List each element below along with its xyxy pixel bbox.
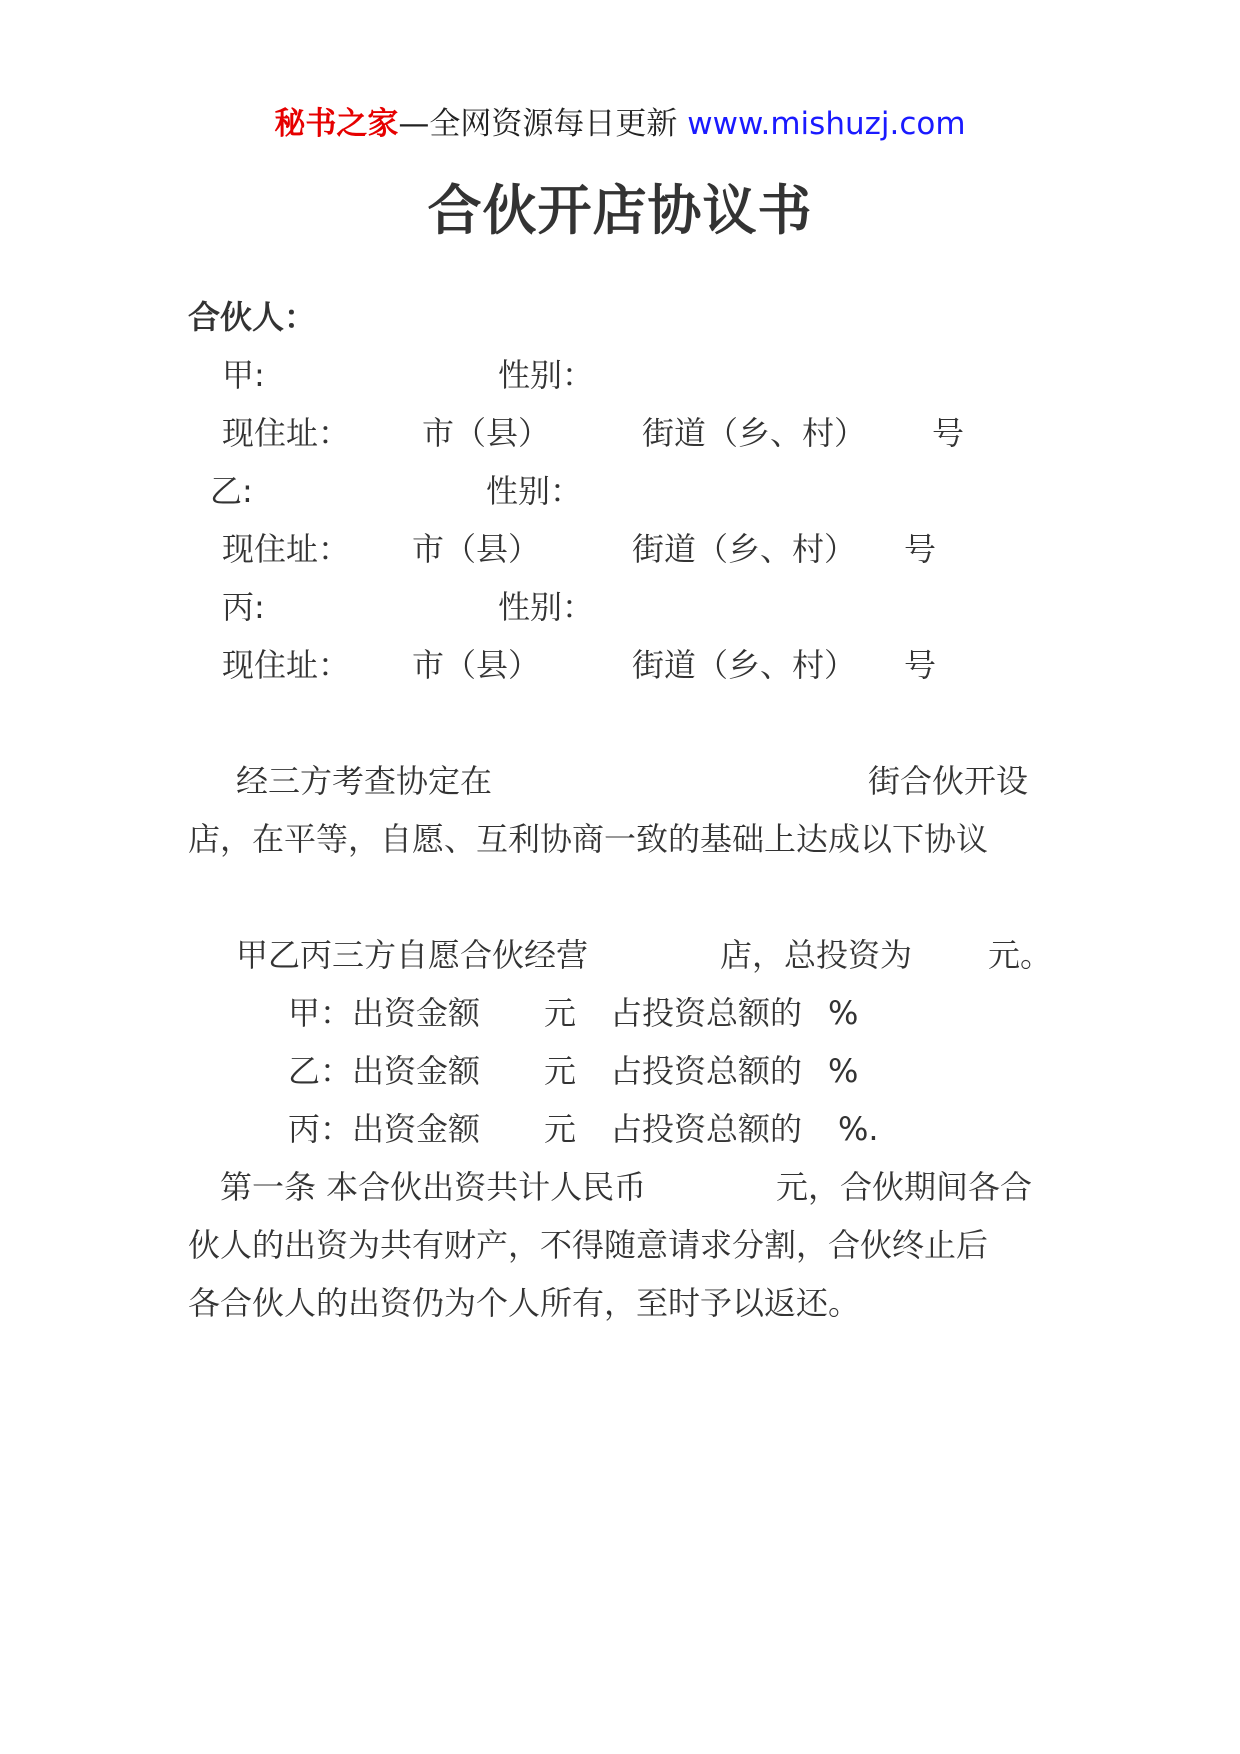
partner-jia-gender: 性别：	[498, 356, 595, 394]
partner-jia-city: 市（县）	[422, 414, 551, 452]
partner-yi-city: 市（县）	[412, 530, 541, 568]
article1-line2: 伙人的出资为共有财产，不得随意请求分割，合伙终止后	[188, 1226, 989, 1264]
investment-line-middle: 店，总投资为	[720, 936, 913, 974]
intro-line1-end: 街合伙开设	[868, 762, 1029, 800]
partner-jia-address-label: 现住址：	[222, 414, 351, 452]
contrib-bing-percent: %.	[838, 1110, 879, 1148]
article1-line1-end: 元，合伙期间各合	[776, 1168, 1033, 1206]
investment-line-start: 甲乙丙三方自愿合伙经营	[236, 936, 589, 974]
partner-yi-label: 乙:	[210, 472, 253, 510]
partners-heading: 合伙人：	[188, 298, 317, 336]
contrib-yi-share: 占投资总额的	[610, 1052, 803, 1090]
partner-yi-street: 街道（乡、村）	[632, 530, 857, 568]
intro-line2: 店，在平等，自愿、互利协商一致的基础上达成以下协议	[188, 820, 989, 858]
article1-line1-start: 第一条 本合伙出资共计人民币	[220, 1168, 647, 1206]
partner-jia-number: 号	[932, 414, 965, 452]
contrib-jia-share: 占投资总额的	[610, 994, 803, 1032]
contrib-jia-percent: %	[828, 994, 859, 1032]
site-header	[0, 100, 1240, 148]
partner-yi-gender: 性别：	[486, 472, 583, 510]
brand-name: 秘书之家	[274, 106, 399, 142]
contrib-yi-yuan: 元	[544, 1052, 577, 1090]
contrib-jia-label: 甲：出资金额	[288, 994, 481, 1032]
partner-bing-gender: 性别：	[498, 588, 595, 626]
contrib-jia-yuan: 元	[544, 994, 577, 1032]
site-url[interactable]: www.mishuzj.com	[687, 106, 966, 142]
partner-bing-label: 丙:	[222, 588, 265, 626]
partner-bing-city: 市（县）	[412, 646, 541, 684]
contrib-yi-label: 乙：出资金额	[288, 1052, 481, 1090]
partner-bing-number: 号	[904, 646, 937, 684]
article1-line3: 各合伙人的出资仍为个人所有，至时予以返还。	[188, 1284, 861, 1322]
contrib-bing-share: 占投资总额的	[610, 1110, 803, 1148]
partner-bing-street: 街道（乡、村）	[632, 646, 857, 684]
intro-line1-start: 经三方考查协定在	[236, 762, 493, 800]
investment-line-end: 元。	[988, 936, 1053, 974]
header-slogan: —全网资源每日更新	[398, 106, 688, 142]
contrib-bing-yuan: 元	[544, 1110, 577, 1148]
partner-jia-street: 街道（乡、村）	[642, 414, 867, 452]
document-title: 合伙开店协议书	[427, 179, 813, 242]
contrib-yi-percent: %	[828, 1052, 859, 1090]
partner-yi-number: 号	[904, 530, 937, 568]
partner-yi-address-label: 现住址：	[222, 530, 351, 568]
partner-bing-address-label: 现住址：	[222, 646, 351, 684]
contrib-bing-label: 丙：出资金额	[288, 1110, 481, 1148]
partner-jia-label: 甲:	[222, 356, 265, 394]
